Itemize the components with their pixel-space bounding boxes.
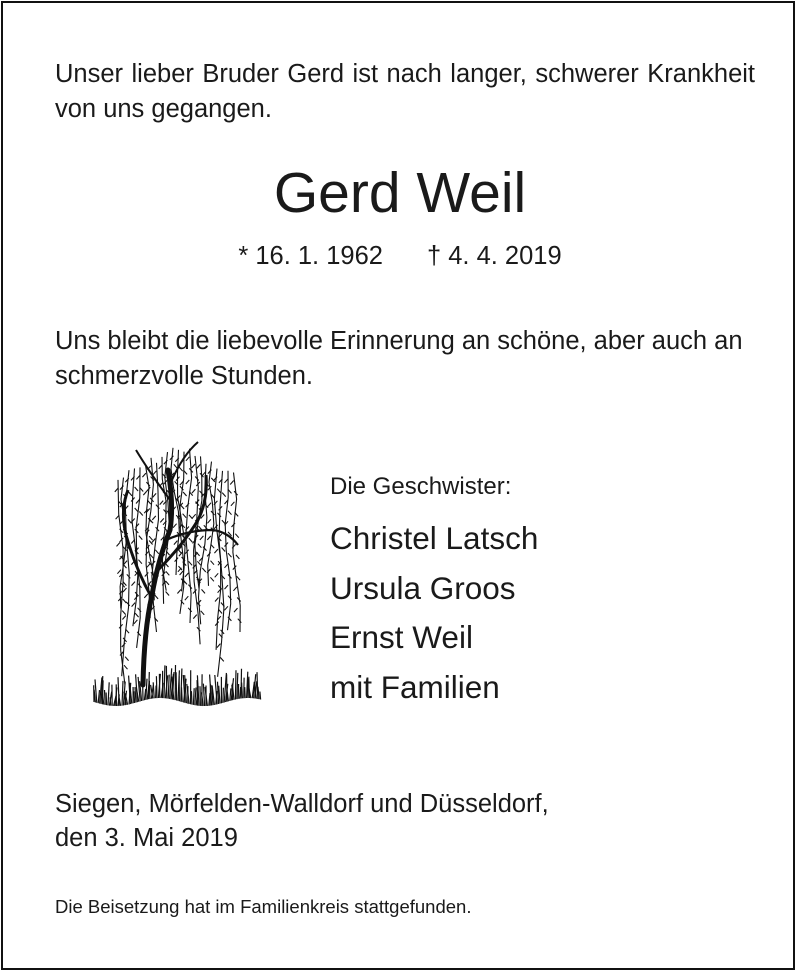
- birth-date: * 16. 1. 1962: [238, 242, 383, 270]
- family-heading: Die Geschwister:: [330, 473, 512, 500]
- intro-text: Unser lieber Bruder Gerd ist nach langer, schwerer Krankheit von uns gegangen.: [55, 60, 755, 123]
- family-suffix: mit Familien: [330, 668, 500, 705]
- place-line: Siegen, Mörfelden-Walldorf und Düsseldorf,: [55, 790, 549, 818]
- deceased-name: Gerd Weil: [273, 161, 527, 225]
- family-member: Ursula Groos: [330, 569, 516, 606]
- family-list: [330, 514, 538, 712]
- weeping-willow-tree-icon: [88, 430, 268, 730]
- place-date: [55, 787, 549, 855]
- memory-text: Uns bleibt die liebevolle Erinnerung an schöne, aber auch an schmerzvolle Stunden.: [55, 327, 743, 390]
- life-dates: [0, 238, 800, 274]
- family-member: Christel Latsch: [330, 520, 539, 556]
- burial-note: Die Beisetzung hat im Familienkreis stattgefunden.: [55, 896, 472, 917]
- family-member: Ernst Weil: [330, 619, 473, 655]
- date-line: den 3. Mai 2019: [55, 824, 238, 852]
- death-date: † 4. 4. 2019: [426, 242, 562, 270]
